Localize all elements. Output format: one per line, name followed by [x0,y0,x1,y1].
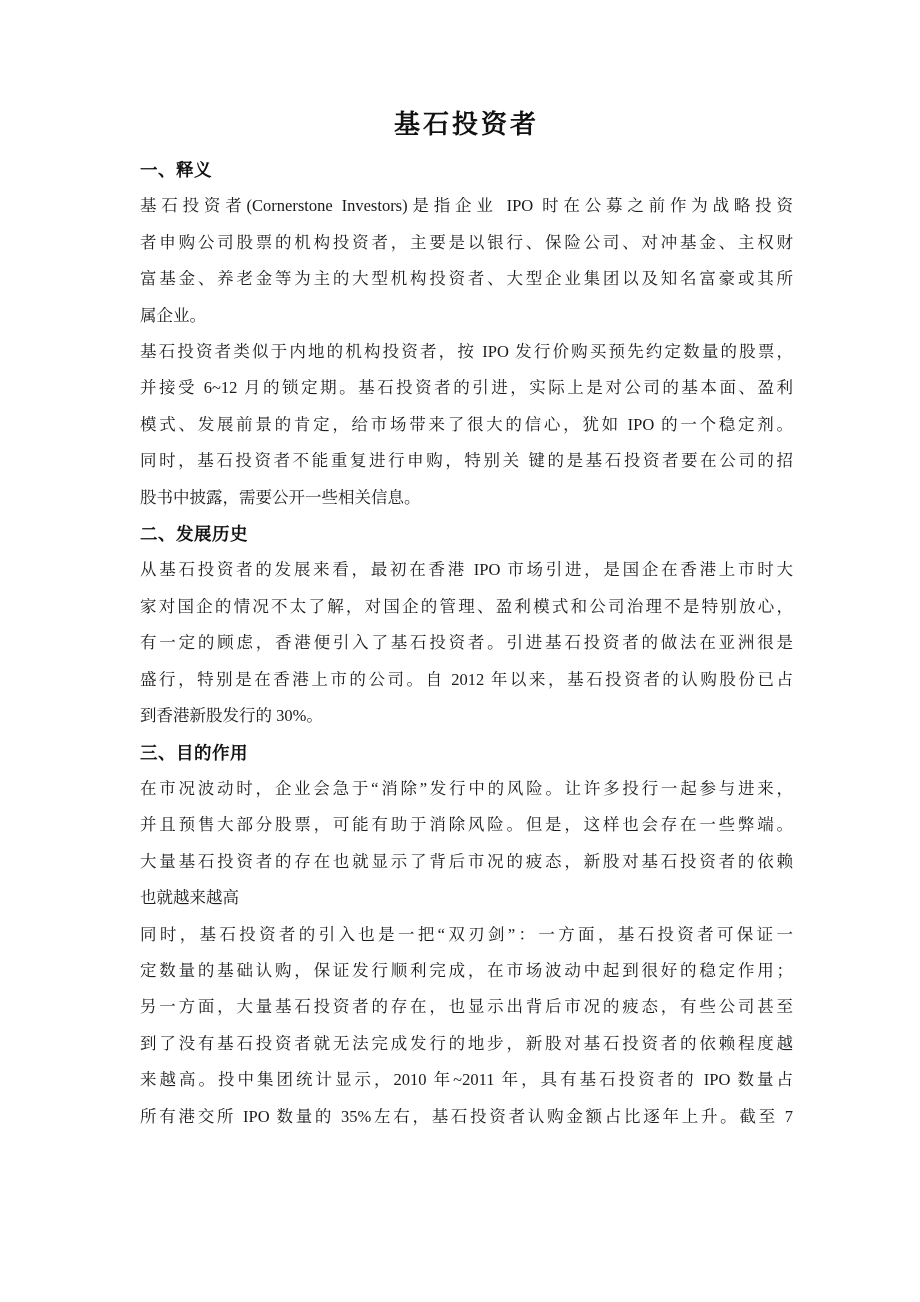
body-line: 有一定的顾虑，香港便引入了基石投资者。引进基石投资者的做法在亚洲很是 [140,633,793,653]
section-heading-purpose: 三、目的作用 [140,742,248,763]
body-line: 定数量的基础认购，保证发行顺利完成，在市场波动中起到很好的稳定作用； [140,960,793,980]
section-heading-history: 二、发展历史 [140,524,248,545]
document-content [140,106,793,1135]
section-heading-definition: 一、释义 [140,160,212,180]
body-line: 富基金、养老金等为主的大型机构投资者、大型企业集团以及知名富豪或其所 [140,269,793,289]
body-line: 也就越来越高 [140,888,239,908]
body-line: 模式、发展前景的肯定，给市场带来了很大的信心，犹如 IPO 的一个稳定剂。 [140,414,793,434]
body-line: 并接受 6~12 月的锁定期。基石投资者的引进，实际上是对公司的基本面、盈利 [140,378,793,398]
body-line: 大量基石投资者的存在也就显示了背后市况的疲态，新股对基石投资者的依赖 [140,851,793,871]
document-title: 基石投资者 [393,110,539,139]
body-line: 到了没有基石投资者就无法完成发行的地步，新股对基石投资者的依赖程度越 [140,1033,793,1053]
body-line: 另一方面，大量基石投资者的存在，也显示出背后市况的疲态，有些公司甚至 [140,997,793,1017]
body-line: 基石投资者(Cornerstone Investors)是指企业 IPO 时在公募之前作为战略投资 [140,196,793,216]
body-line: 家对国企的情况不太了解，对国企的管理、盈利模式和公司治理不是特别放心， [140,596,793,616]
body-line: 在市况波动时，企业会急于“消除”发行中的风险。让许多投行一起参与进来， [140,778,793,798]
body-line: 到香港新股发行的 30%。 [140,706,323,726]
body-line: 同时，基石投资者不能重复进行申购，特别关 键的是基石投资者要在公司的招 [140,451,793,471]
body-line: 来越高。投中集团统计显示，2010 年~2011 年，具有基石投资者的 IPO 数量占 [140,1070,793,1090]
body-line: 者申购公司股票的机构投资者，主要是以银行、保险公司、对冲基金、主权财 [140,232,793,252]
body-line: 盛行，特别是在香港上市的公司。自 2012 年以来，基石投资者的认购股份已占 [140,669,793,689]
body-line: 基石投资者类似于内地的机构投资者，按 IPO 发行价购买预先约定数量的股票， [140,342,793,362]
body-line: 股书中披露，需要公开一些相关信息。 [140,487,421,507]
body-line: 所有港交所 IPO 数量的 35%左右，基石投资者认购金额占比逐年上升。截至 7 [140,1106,793,1126]
body-line: 并且预售大部分股票，可能有助于消除风险。但是，这样也会存在一些弊端。 [140,815,793,835]
body-line: 从基石投资者的发展来看，最初在香港 IPO 市场引进，是国企在香港上市时大 [140,560,793,580]
body-line: 同时，基石投资者的引入也是一把“双刃剑”：一方面，基石投资者可保证一 [140,924,793,944]
body-line: 属企业。 [140,305,206,325]
